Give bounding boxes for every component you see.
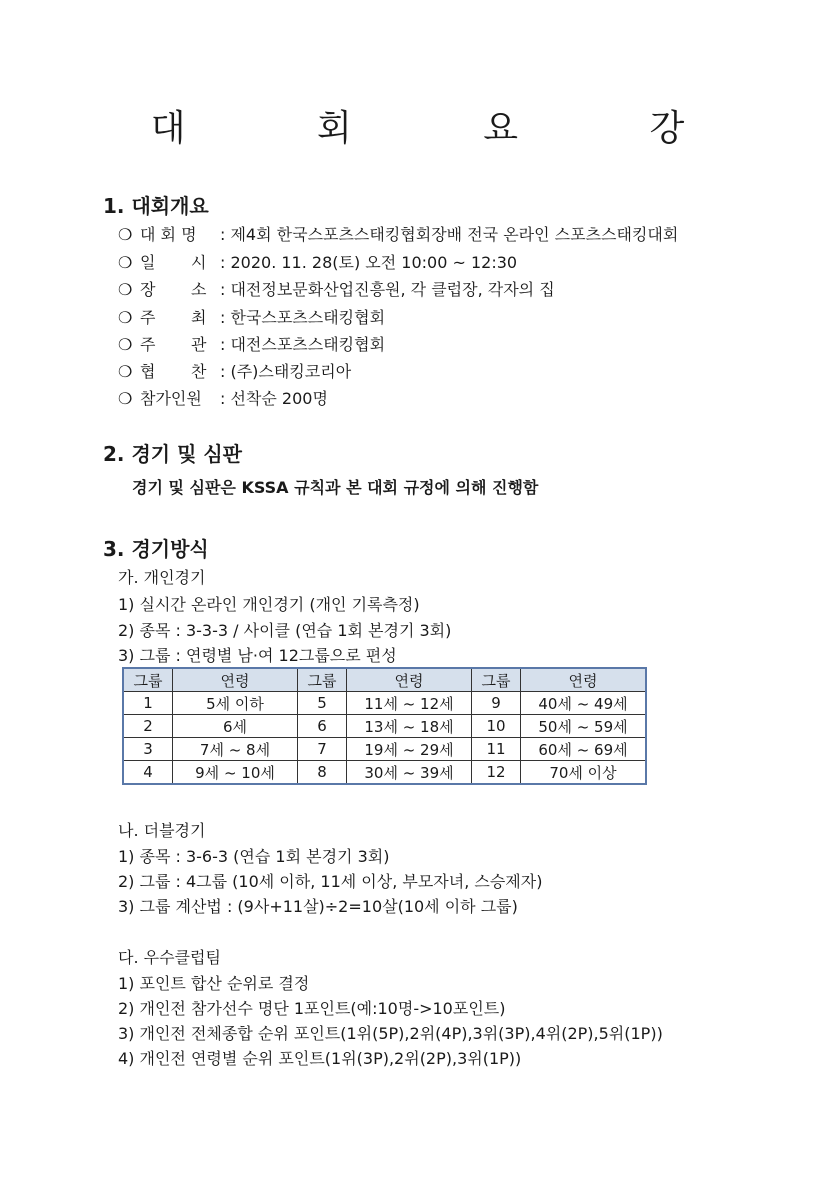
table-cell: 9세 ~ 10세 (173, 761, 298, 785)
table-cell: 12 (472, 761, 521, 785)
overview-item (118, 332, 385, 355)
circle-bullet-icon: ❍ (118, 253, 133, 272)
table-cell: 7 (298, 738, 347, 761)
overview-item (118, 250, 517, 273)
item-label: 협 찬 (140, 362, 207, 381)
circle-bullet-icon: ❍ (118, 308, 133, 327)
table-row (123, 692, 646, 715)
rule-line: 3) 그룹 : 연령별 남·여 12그룹으로 편성 (118, 646, 397, 665)
document-title: 대 회 요 강 (150, 108, 745, 149)
table-cell: 6 (298, 715, 347, 738)
table-cell: 1 (123, 692, 173, 715)
rule-line: 1) 포인트 합산 순위로 결정 (118, 974, 310, 993)
table-cell: 2 (123, 715, 173, 738)
table-cell: 3 (123, 738, 173, 761)
rule-line: 2) 종목 : 3-3-3 / 사이클 (연습 1회 본경기 3회) (118, 621, 452, 640)
table-cell: 13세 ~ 18세 (347, 715, 472, 738)
table-row (123, 761, 646, 785)
item-value: : 2020. 11. 28(토) 오전 10:00 ~ 12:30 (220, 253, 518, 272)
subsection-title: 나. 더블경기 (118, 821, 206, 840)
circle-bullet-icon: ❍ (118, 225, 133, 244)
table-header: 그룹 (298, 668, 347, 692)
table-row (123, 715, 646, 738)
subsection-title: 다. 우수클럽팀 (118, 948, 221, 967)
item-label: 참가인원 (140, 389, 202, 408)
section1-heading: 1. 대회개요 (103, 194, 209, 218)
item-label: 주 관 (140, 335, 207, 354)
table-header: 연령 (173, 668, 298, 692)
rule-line: 1) 실시간 온라인 개인경기 (개인 기록측정) (118, 595, 420, 614)
rule-line: 1) 종목 : 3-6-3 (연습 1회 본경기 3회) (118, 847, 390, 866)
item-value: : 대전스포츠스태킹협회 (220, 335, 386, 354)
rule-line: 2) 그룹 : 4그룹 (10세 이하, 11세 이상, 부모자녀, 스승제자) (118, 872, 543, 891)
overview-item (118, 277, 555, 300)
overview-item (118, 386, 328, 409)
table-cell: 10 (472, 715, 521, 738)
table-cell: 30세 ~ 39세 (347, 761, 472, 785)
table-cell: 11 (472, 738, 521, 761)
table-header: 연령 (347, 668, 472, 692)
table-cell: 5 (298, 692, 347, 715)
table-header: 연령 (521, 668, 647, 692)
item-value: : 대전정보문화산업진흥원, 각 클럽장, 각자의 집 (220, 280, 555, 299)
item-value: : 선착순 200명 (220, 389, 328, 408)
overview-item (118, 222, 678, 245)
rule-line: 4) 개인전 연령별 순위 포인트(1위(3P),2위(2P),3위(1P)) (118, 1049, 522, 1068)
circle-bullet-icon: ❍ (118, 280, 133, 299)
table-header: 그룹 (123, 668, 173, 692)
table-cell: 9 (472, 692, 521, 715)
subsection-title: 가. 개인경기 (118, 568, 206, 587)
table-header-row (123, 668, 646, 692)
rule-line: 2) 개인전 참가선수 명단 1포인트(예:10명->10포인트) (118, 999, 506, 1018)
table-cell: 19세 ~ 29세 (347, 738, 472, 761)
rule-line: 3) 개인전 전체종합 순위 포인트(1위(5P),2위(4P),3위(3P),4위(2P),5위(1P)) (118, 1024, 663, 1043)
section2-text: 경기 및 심판은 KSSA 규칙과 본 대회 규정에 의해 진행함 (132, 478, 539, 497)
table-cell: 6세 (173, 715, 298, 738)
table-cell: 60세 ~ 69세 (521, 738, 647, 761)
table-cell: 4 (123, 761, 173, 785)
item-value: : 제4회 한국스포츠스태킹협회장배 전국 온라인 스포츠스태킹대회 (220, 225, 679, 244)
table-cell: 8 (298, 761, 347, 785)
overview-item (118, 359, 351, 382)
table-cell: 70세 이상 (521, 761, 647, 785)
table-row (123, 738, 646, 761)
item-label: 일 시 (140, 253, 207, 272)
item-value: : 한국스포츠스태킹협회 (220, 308, 386, 327)
overview-item (118, 305, 385, 328)
age-group-table (122, 667, 647, 785)
rule-line: 3) 그룹 계산법 : (9사+11살)÷2=10살(10세 이하 그룹) (118, 897, 518, 916)
item-value: : (주)스태킹코리아 (220, 362, 352, 381)
item-label: 주 최 (140, 308, 207, 327)
item-label: 장 소 (140, 280, 207, 299)
section3-heading: 3. 경기방식 (103, 537, 209, 561)
section2-heading: 2. 경기 및 심판 (103, 442, 243, 466)
circle-bullet-icon: ❍ (118, 389, 133, 408)
table-cell: 7세 ~ 8세 (173, 738, 298, 761)
circle-bullet-icon: ❍ (118, 335, 133, 354)
table-cell: 50세 ~ 59세 (521, 715, 647, 738)
table-cell: 5세 이하 (173, 692, 298, 715)
circle-bullet-icon: ❍ (118, 362, 133, 381)
item-label: 대 회 명 (140, 225, 197, 244)
table-cell: 11세 ~ 12세 (347, 692, 472, 715)
table-header: 그룹 (472, 668, 521, 692)
table-cell: 40세 ~ 49세 (521, 692, 647, 715)
